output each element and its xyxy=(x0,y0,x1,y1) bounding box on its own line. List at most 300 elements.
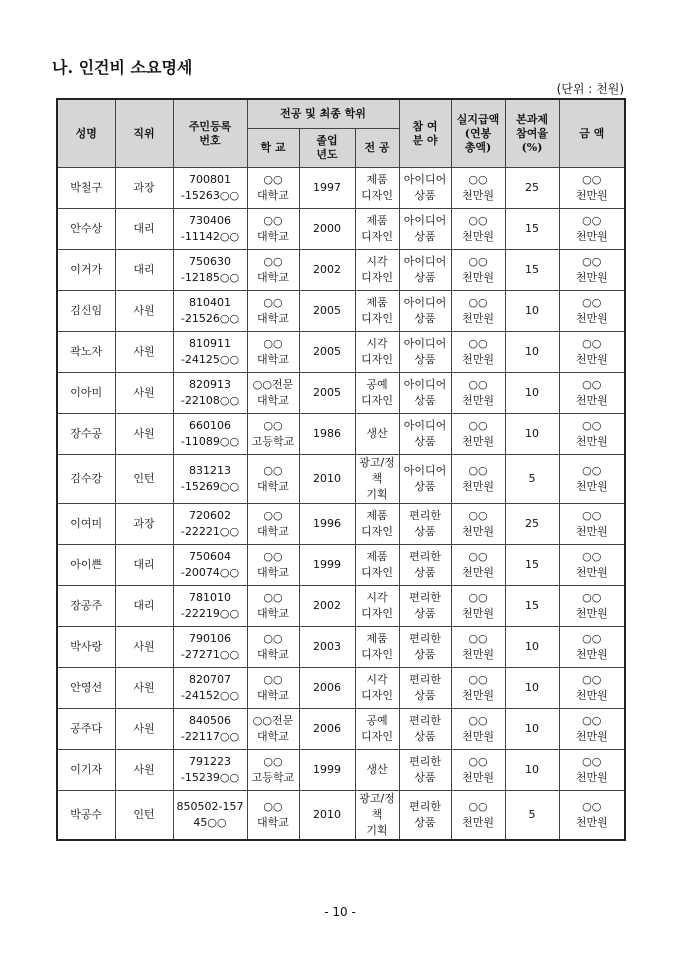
cell-name-text: 박사랑 xyxy=(70,640,103,653)
cell-major xyxy=(355,332,399,373)
cell-cost-text: 천만원 xyxy=(575,435,608,448)
cell-actual-pay xyxy=(451,291,505,332)
cell-id-number xyxy=(173,250,247,291)
cell-name xyxy=(57,168,115,209)
cell-school-text: ○○ xyxy=(263,214,283,227)
header-major: 전 공 xyxy=(355,129,399,168)
cell-actual-pay-text: ○○ xyxy=(468,337,488,350)
header-pay-line2: (연봉 xyxy=(464,126,492,140)
cell-cost xyxy=(559,455,625,504)
cell-major xyxy=(355,250,399,291)
cell-field-text: 편리한 xyxy=(409,800,441,813)
cell-cost xyxy=(559,209,625,250)
cell-actual-pay-text: 천만원 xyxy=(462,771,494,784)
cell-position-text: 대리 xyxy=(133,599,155,612)
cell-field-text: 편리한 xyxy=(409,632,441,645)
cell-participation-rate-text: 15 xyxy=(525,558,540,571)
cell-position-text: 사원 xyxy=(133,763,155,776)
cell-participation-rate xyxy=(505,291,559,332)
cell-name-text: 안영선 xyxy=(70,681,103,694)
cell-major-text: 시각 xyxy=(366,255,388,268)
cell-participation-rate xyxy=(505,545,559,586)
table-row xyxy=(57,668,625,709)
cell-cost-text: 천만원 xyxy=(575,230,608,243)
cell-field-text: 상품 xyxy=(414,689,436,702)
cell-field-text: 편리한 xyxy=(409,550,441,563)
cell-field xyxy=(399,455,451,504)
cell-grad-year-text: 2005 xyxy=(313,345,341,358)
cell-cost-text: ○○ xyxy=(582,255,602,268)
table-row xyxy=(57,414,625,455)
header-rate-line2: 참여율 xyxy=(516,126,548,140)
cell-id-number-text: -24152○○ xyxy=(180,689,240,702)
cell-id-number-text: -20074○○ xyxy=(180,566,240,579)
cell-name-text: 박철구 xyxy=(70,181,103,194)
cell-cost-text: ○○ xyxy=(582,509,602,522)
cell-major-text: 제품 xyxy=(366,509,388,522)
cell-grad-year xyxy=(299,586,355,627)
cell-actual-pay-text: 천만원 xyxy=(462,607,494,620)
cell-grad-year xyxy=(299,332,355,373)
cell-participation-rate-text: 15 xyxy=(525,263,540,276)
cell-participation-rate-text: 10 xyxy=(525,345,540,358)
cell-position xyxy=(115,250,173,291)
cell-major-text: 디자인 xyxy=(361,353,393,366)
header-name: 성명 xyxy=(57,99,115,168)
cell-name-text: 이거가 xyxy=(70,263,103,276)
cell-position-text: 과장 xyxy=(133,181,155,194)
cell-field-text: 상품 xyxy=(414,730,436,743)
cell-major-text: 디자인 xyxy=(361,312,393,325)
cell-field-text: 상품 xyxy=(414,189,436,202)
cell-id-number-text: 781010 xyxy=(189,591,231,604)
cell-major-text: 생산 xyxy=(366,763,388,776)
cell-participation-rate xyxy=(505,791,559,841)
cell-name xyxy=(57,209,115,250)
cell-school-text: 대학교 xyxy=(257,189,289,202)
cell-actual-pay xyxy=(451,709,505,750)
cell-participation-rate xyxy=(505,504,559,545)
cell-cost-text: ○○ xyxy=(582,214,602,227)
header-id-line1: 주민등록 xyxy=(188,119,232,133)
cell-position xyxy=(115,332,173,373)
header-school: 학 교 xyxy=(247,129,299,168)
cell-name xyxy=(57,291,115,332)
cell-position-text: 사원 xyxy=(133,640,155,653)
cell-cost xyxy=(559,586,625,627)
cell-actual-pay xyxy=(451,373,505,414)
cell-school-text: 고등학교 xyxy=(251,435,295,448)
cell-name-text: 이기자 xyxy=(70,763,103,776)
cell-grad-year-text: 2005 xyxy=(313,386,341,399)
cell-cost xyxy=(559,332,625,373)
cell-position xyxy=(115,709,173,750)
table-row xyxy=(57,750,625,791)
cell-name xyxy=(57,373,115,414)
cell-grad-year-text: 1997 xyxy=(313,181,341,194)
cell-id-number-text: 840506 xyxy=(189,714,231,727)
header-id-number xyxy=(173,99,247,168)
cell-position xyxy=(115,504,173,545)
header-grad-year xyxy=(299,129,355,168)
cell-participation-rate-text: 5 xyxy=(528,472,536,485)
cell-major-text: 기획 xyxy=(366,488,388,501)
cell-actual-pay-text: ○○ xyxy=(468,509,488,522)
cell-name-text: 이여미 xyxy=(70,517,103,530)
cell-actual-pay-text: ○○ xyxy=(468,550,488,563)
cell-field xyxy=(399,791,451,841)
cell-actual-pay xyxy=(451,545,505,586)
table-row xyxy=(57,709,625,750)
cell-grad-year xyxy=(299,414,355,455)
cell-cost xyxy=(559,250,625,291)
cell-name-text: 이아미 xyxy=(70,386,103,399)
cell-name-text: 장공주 xyxy=(70,599,103,612)
cell-participation-rate-text: 10 xyxy=(525,427,540,440)
cell-major-text: 시각 xyxy=(366,337,388,350)
table-row xyxy=(57,209,625,250)
cell-grad-year xyxy=(299,504,355,545)
cell-field-text: 아이디어 xyxy=(403,378,447,391)
cell-grad-year-text: 2010 xyxy=(313,808,341,821)
cell-participation-rate-text: 10 xyxy=(525,681,540,694)
cell-major-text: 디자인 xyxy=(361,394,393,407)
cell-actual-pay-text: ○○ xyxy=(468,800,488,813)
cell-school-text: 대학교 xyxy=(257,648,289,661)
header-grad-line2: 년도 xyxy=(316,148,338,161)
cell-grad-year xyxy=(299,373,355,414)
cell-position xyxy=(115,586,173,627)
cell-cost-text: ○○ xyxy=(582,464,602,477)
cell-participation-rate xyxy=(505,414,559,455)
cell-field xyxy=(399,668,451,709)
cell-participation-rate xyxy=(505,709,559,750)
cell-id-number xyxy=(173,586,247,627)
cell-field-text: 아이디어 xyxy=(403,214,447,227)
cell-name-text: 박공수 xyxy=(70,808,103,821)
cell-major xyxy=(355,586,399,627)
cell-school-text: 대학교 xyxy=(257,353,289,366)
header-field xyxy=(399,99,451,168)
cell-major-text: 기획 xyxy=(366,824,388,837)
cell-grad-year-text: 2003 xyxy=(313,640,341,653)
cell-school xyxy=(247,250,299,291)
cell-id-number xyxy=(173,627,247,668)
cell-field-text: 편리한 xyxy=(409,591,441,604)
cell-major-text: 디자인 xyxy=(361,525,393,538)
cell-major-text: 제품 xyxy=(366,550,388,563)
cell-participation-rate xyxy=(505,209,559,250)
cell-major-text: 생산 xyxy=(366,427,388,440)
cell-cost xyxy=(559,750,625,791)
cell-position-text: 사원 xyxy=(133,345,155,358)
cell-school-text: ○○ xyxy=(263,673,283,686)
cell-field-text: 상품 xyxy=(414,480,436,493)
cell-field xyxy=(399,168,451,209)
cell-participation-rate xyxy=(505,332,559,373)
cell-cost-text: 천만원 xyxy=(575,480,608,493)
cell-field-text: 상품 xyxy=(414,394,436,407)
cell-major-text: 시각 xyxy=(366,591,388,604)
cell-participation-rate-text: 10 xyxy=(525,722,540,735)
cell-position xyxy=(115,545,173,586)
cell-id-number-text: 750630 xyxy=(189,255,231,268)
cell-actual-pay-text: 천만원 xyxy=(462,189,494,202)
cell-school-text: 대학교 xyxy=(257,230,289,243)
cell-position xyxy=(115,291,173,332)
cell-field xyxy=(399,250,451,291)
cell-id-number xyxy=(173,709,247,750)
cell-grad-year-text: 1996 xyxy=(313,517,341,530)
cell-school xyxy=(247,586,299,627)
cell-field-text: 상품 xyxy=(414,607,436,620)
cell-major-text: 공예 xyxy=(366,714,388,727)
cell-cost-text: ○○ xyxy=(582,591,602,604)
cell-major-text: 시각 xyxy=(366,673,388,686)
cell-school-text: ○○ xyxy=(263,464,283,477)
cell-id-number-text: 810401 xyxy=(189,296,231,309)
cell-position xyxy=(115,791,173,841)
cell-position xyxy=(115,668,173,709)
cell-school-text: ○○ xyxy=(263,632,283,645)
cell-grad-year-text: 2002 xyxy=(313,263,341,276)
cell-participation-rate-text: 25 xyxy=(525,181,540,194)
cell-cost xyxy=(559,545,625,586)
cell-grad-year-text: 2006 xyxy=(313,722,341,735)
cell-actual-pay-text: 천만원 xyxy=(462,689,494,702)
cell-field-text: 아이디어 xyxy=(403,419,447,432)
cell-cost-text: ○○ xyxy=(582,714,602,727)
cell-cost xyxy=(559,709,625,750)
cell-id-number-text: 730406 xyxy=(189,214,231,227)
cell-major-text: 디자인 xyxy=(361,607,393,620)
cell-participation-rate-text: 5 xyxy=(528,808,536,821)
cell-actual-pay-text: ○○ xyxy=(468,755,488,768)
cell-major xyxy=(355,373,399,414)
cell-participation-rate xyxy=(505,586,559,627)
cell-grad-year xyxy=(299,668,355,709)
cell-cost-text: 천만원 xyxy=(575,271,608,284)
cell-actual-pay-text: ○○ xyxy=(468,714,488,727)
cell-name-text: 아이쁜 xyxy=(70,558,103,571)
cell-field-text: 상품 xyxy=(414,353,436,366)
cell-field-text: 아이디어 xyxy=(403,337,447,350)
cell-actual-pay-text: 천만원 xyxy=(462,394,494,407)
cell-id-number-text: -15263○○ xyxy=(180,189,240,202)
cell-grad-year-text: 2010 xyxy=(313,472,341,485)
cell-participation-rate xyxy=(505,455,559,504)
cell-grad-year xyxy=(299,455,355,504)
personnel-cost-table xyxy=(56,98,626,841)
cell-name-text: 김수강 xyxy=(70,472,103,485)
cell-grad-year-text: 2002 xyxy=(313,599,341,612)
table-row xyxy=(57,332,625,373)
header-pay-line3: 총액) xyxy=(464,140,492,154)
cell-grad-year-text: 2006 xyxy=(313,681,341,694)
cell-name xyxy=(57,250,115,291)
cell-cost xyxy=(559,168,625,209)
cell-position xyxy=(115,455,173,504)
cell-id-number-text: 820913 xyxy=(189,378,231,391)
cell-id-number xyxy=(173,168,247,209)
cell-major xyxy=(355,627,399,668)
cell-cost-text: 천만원 xyxy=(575,566,608,579)
cell-school-text: 대학교 xyxy=(257,312,289,325)
cell-field-text: 상품 xyxy=(414,648,436,661)
cell-major-text: 디자인 xyxy=(361,271,393,284)
cell-school-text: ○○전문 xyxy=(252,714,294,727)
cell-actual-pay xyxy=(451,586,505,627)
page-number: - 10 - xyxy=(324,905,356,919)
table-row xyxy=(57,545,625,586)
cell-grad-year xyxy=(299,791,355,841)
cell-id-number-text: -22117○○ xyxy=(180,730,240,743)
cell-major-text: 제품 xyxy=(366,214,388,227)
cell-position-text: 사원 xyxy=(133,386,155,399)
cell-id-number-text: 850502-157 xyxy=(176,800,244,813)
cell-id-number xyxy=(173,332,247,373)
cell-grad-year xyxy=(299,291,355,332)
cell-school-text: 대학교 xyxy=(257,689,289,702)
cell-name xyxy=(57,791,115,841)
cell-cost xyxy=(559,373,625,414)
cell-id-number-text: -22221○○ xyxy=(180,525,240,538)
cell-field-text: 상품 xyxy=(414,566,436,579)
cell-cost xyxy=(559,414,625,455)
table-row xyxy=(57,586,625,627)
cell-major xyxy=(355,504,399,545)
cell-cost xyxy=(559,627,625,668)
cell-school-text: ○○ xyxy=(263,337,283,350)
header-rate-line1: 본과제 xyxy=(516,112,548,126)
cell-position-text: 사원 xyxy=(133,427,155,440)
cell-name xyxy=(57,709,115,750)
cell-position xyxy=(115,750,173,791)
cell-id-number xyxy=(173,414,247,455)
cell-cost-text: ○○ xyxy=(582,173,602,186)
cell-school-text: ○○ xyxy=(263,550,283,563)
cell-field-text: 상품 xyxy=(414,525,436,538)
cell-actual-pay-text: 천만원 xyxy=(462,480,494,493)
cell-actual-pay-text: 천만원 xyxy=(462,730,494,743)
cell-school-text: 대학교 xyxy=(257,566,289,579)
cell-field-text: 상품 xyxy=(414,816,436,829)
cell-field-text: 아이디어 xyxy=(403,464,447,477)
cell-id-number xyxy=(173,373,247,414)
cell-actual-pay-text: 천만원 xyxy=(462,312,494,325)
cell-position-text: 인턴 xyxy=(133,808,155,821)
cell-field-text: 상품 xyxy=(414,312,436,325)
cell-field xyxy=(399,545,451,586)
cell-field-text: 아이디어 xyxy=(403,255,447,268)
cell-actual-pay-text: ○○ xyxy=(468,419,488,432)
cell-field-text: 아이디어 xyxy=(403,173,447,186)
cell-cost-text: ○○ xyxy=(582,673,602,686)
cell-school xyxy=(247,332,299,373)
cell-cost-text: 천만원 xyxy=(575,525,608,538)
cell-school xyxy=(247,709,299,750)
cell-participation-rate-text: 15 xyxy=(525,222,540,235)
table-row xyxy=(57,168,625,209)
cell-major xyxy=(355,545,399,586)
cell-cost-text: 천만원 xyxy=(575,312,608,325)
cell-grad-year-text: 2005 xyxy=(313,304,341,317)
cell-id-number-text: 791223 xyxy=(189,755,231,768)
cell-field-text: 편리한 xyxy=(409,509,441,522)
cell-cost xyxy=(559,504,625,545)
cell-actual-pay-text: 천만원 xyxy=(462,435,494,448)
cell-major-text: 디자인 xyxy=(361,230,393,243)
cell-id-number xyxy=(173,209,247,250)
cell-school-text: ○○ xyxy=(263,173,283,186)
cell-major-text: 광고/정책 xyxy=(359,456,395,485)
cell-cost-text: ○○ xyxy=(582,800,602,813)
cell-name xyxy=(57,586,115,627)
cell-field-text: 아이디어 xyxy=(403,296,447,309)
cell-position xyxy=(115,168,173,209)
cell-participation-rate xyxy=(505,168,559,209)
cell-actual-pay-text: 천만원 xyxy=(462,230,494,243)
cell-id-number-text: -22108○○ xyxy=(180,394,240,407)
table-row xyxy=(57,455,625,504)
cell-id-number xyxy=(173,750,247,791)
header-major-group: 전공 및 최종 학위 xyxy=(247,99,399,129)
cell-grad-year-text: 1986 xyxy=(313,427,341,440)
cell-id-number xyxy=(173,455,247,504)
cell-cost-text: 천만원 xyxy=(575,607,608,620)
cell-field xyxy=(399,414,451,455)
header-grad-line1: 졸업 xyxy=(316,134,338,147)
cell-major-text: 제품 xyxy=(366,296,388,309)
cell-cost-text: ○○ xyxy=(582,337,602,350)
cell-school-text: 대학교 xyxy=(257,394,289,407)
cell-cost-text: 천만원 xyxy=(575,189,608,202)
cell-grad-year xyxy=(299,709,355,750)
cell-field xyxy=(399,504,451,545)
header-field-line2: 분 야 xyxy=(412,133,438,147)
cell-actual-pay-text: ○○ xyxy=(468,632,488,645)
cell-position-text: 사원 xyxy=(133,722,155,735)
cell-name-text: 공주다 xyxy=(70,722,103,735)
cell-grad-year xyxy=(299,209,355,250)
header-participation-rate xyxy=(505,99,559,168)
cell-cost-text: 천만원 xyxy=(575,353,608,366)
cell-id-number-text: -12185○○ xyxy=(180,271,240,284)
cell-actual-pay-text: ○○ xyxy=(468,255,488,268)
cell-cost-text: ○○ xyxy=(582,419,602,432)
cell-cost-text: ○○ xyxy=(582,755,602,768)
cell-major xyxy=(355,791,399,841)
cell-school xyxy=(247,791,299,841)
cell-id-number-text: 45○○ xyxy=(193,816,227,829)
cell-major-text: 디자인 xyxy=(361,730,393,743)
cell-cost-text: 천만원 xyxy=(575,771,608,784)
cell-id-number-text: 750604 xyxy=(189,550,231,563)
cell-actual-pay xyxy=(451,791,505,841)
cell-field xyxy=(399,291,451,332)
cell-major xyxy=(355,709,399,750)
cell-major xyxy=(355,750,399,791)
cell-participation-rate-text: 10 xyxy=(525,640,540,653)
cell-major xyxy=(355,414,399,455)
table-row xyxy=(57,250,625,291)
cell-cost-text: 천만원 xyxy=(575,394,608,407)
cell-actual-pay-text: ○○ xyxy=(468,296,488,309)
cell-field xyxy=(399,373,451,414)
cell-field xyxy=(399,709,451,750)
cell-position-text: 대리 xyxy=(133,222,155,235)
header-rate-line3: (%) xyxy=(521,140,543,154)
